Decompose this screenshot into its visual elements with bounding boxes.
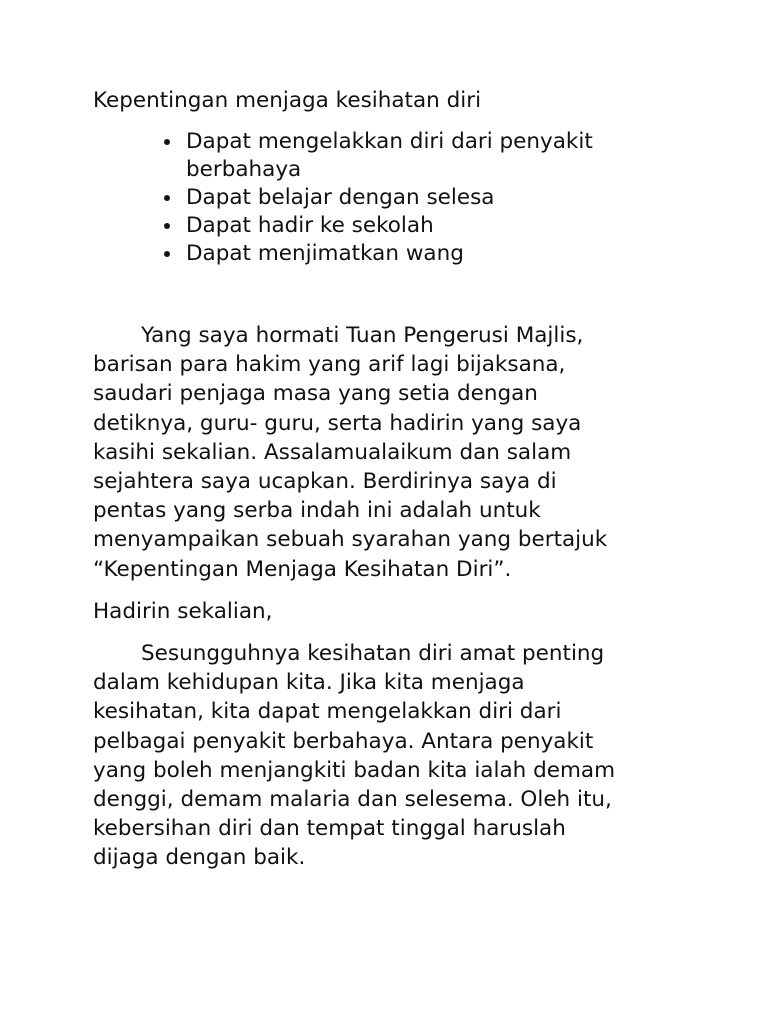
bullet-icon — [164, 251, 170, 257]
list-item — [162, 212, 662, 240]
list-item-text: Dapat hadir ke sekolah — [186, 213, 434, 238]
paragraph-line: kesihatan, kita dapat mengelakkan diri dari — [93, 699, 562, 725]
bullet-icon — [164, 223, 170, 229]
paragraph-line: dijaga dengan baik. — [93, 845, 306, 871]
paragraph-line: kebersihan diri dan tempat tinggal haruslah — [93, 816, 566, 842]
paragraph-line: menyampaikan sebuah syarahan yang bertajuk — [93, 527, 608, 553]
paragraph-line: Sesungguhnya kesihatan diri amat penting — [141, 641, 605, 666]
paragraph-line: kasihi sekalian. Assalamualaikum dan salam — [93, 439, 572, 465]
paragraph-line: “Kepentingan Menjaga Kesihatan Diri”. — [93, 556, 512, 582]
list-item — [162, 240, 662, 268]
bullet-icon — [164, 139, 170, 145]
paragraph-line: denggi, demam malaria dan selesema. Oleh itu, — [93, 787, 612, 813]
paragraph-line: yang boleh menjangkiti badan kita ialah demam — [93, 757, 616, 783]
bullet-icon — [164, 195, 170, 201]
list-item — [162, 128, 662, 184]
benefits-list — [162, 128, 662, 268]
paragraph-line: barisan para hakim yang arif lagi bijaksana, — [93, 352, 566, 378]
list-item — [162, 184, 662, 212]
paragraph-line: detiknya, guru- guru, serta hadirin yang saya — [93, 410, 582, 436]
paragraph-line: pelbagai penyakit berbahaya. Antara penyakit — [93, 728, 594, 754]
paragraph-line: saudari penjaga masa yang setia dengan — [93, 381, 538, 407]
paragraph-line: Yang saya hormati Tuan Pengerusi Majlis, — [141, 323, 584, 348]
document-heading: Kepentingan menjaga kesihatan diri — [93, 88, 482, 113]
salutation: Hadirin sekalian, — [93, 599, 273, 624]
opening-paragraph — [93, 321, 683, 584]
list-item-text-continued: berbahaya — [186, 157, 302, 182]
paragraph-line: sejahtera saya ucapkan. Berdirinya saya di — [93, 469, 557, 495]
paragraph-line: pentas yang serba indah ini adalah untuk — [93, 498, 541, 524]
body-paragraph — [93, 639, 683, 873]
list-item-text: Dapat belajar dengan selesa — [186, 185, 495, 210]
list-item-text: Dapat mengelakkan diri dari penyakit — [186, 129, 593, 154]
list-item-text: Dapat menjimatkan wang — [186, 241, 464, 266]
paragraph-line: dalam kehidupan kita. Jika kita menjaga — [93, 670, 525, 696]
